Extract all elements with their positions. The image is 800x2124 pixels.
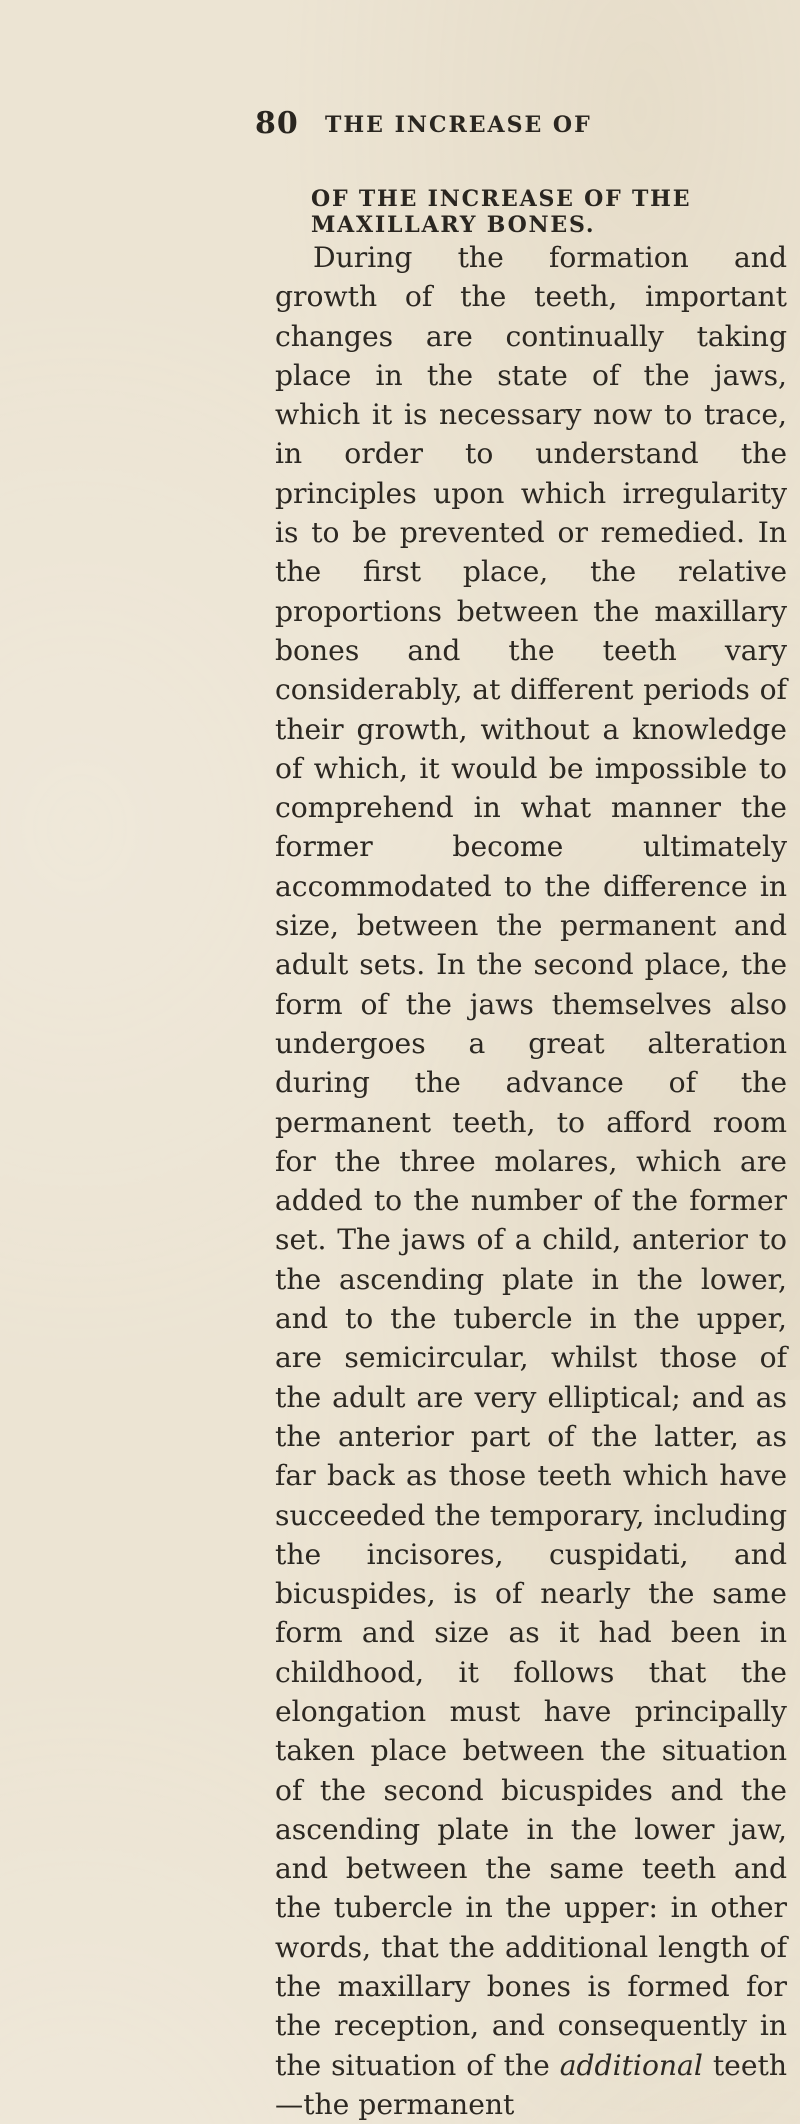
paragraph-text-end: teeth—the permanent: [275, 2048, 787, 2121]
running-title: THE INCREASE OF: [325, 112, 592, 138]
paragraph: [275, 238, 787, 2124]
page-number: 80: [255, 106, 299, 141]
section-heading: OF THE INCREASE OF THE MAXILLARY BONES.: [311, 186, 692, 238]
italic-emphasis: additional: [559, 2048, 703, 2082]
paragraph-text: During the formation and growth of the teeth, important changes are continually taking place in the state of the jaws, which it is necessary now to trace, in order to understand the principles upon which irregularity is to be prevented or remedied. In the first place, the relative proportions between the maxillary bones and the teeth vary considerably, at different periods of their growth, without a knowledge of which, it would be impossible to comprehend in what manner the former become ultimately accommodated to the difference in size, between the permanent and adult sets. In the second place, the form of the jaws themselves also undergoes a great alteration during the advance of the permanent teeth, to afford room for the three molares, which are added to the number of the former set. The jaws of a child, anterior to the ascending plate in the lower, and to the tubercle in the upper, are semicircular, whilst those of the adult are very elliptical; and as the anterior part of the latter, as far back as those teeth which have succeeded the temporary, including the incisores, cuspidati, and bicuspides, is of nearly the same form and size as it had been in childhood, it follows that the elongation must have principally taken place between the situation of the second bicuspides and the ascending plate in the lower jaw, and between the same teeth and the tubercle in the upper: in other words, that the additional length of the maxillary bones is formed for the reception, and consequently in the situation of the: [275, 241, 787, 2082]
running-head: [0, 106, 800, 146]
body-text: [275, 238, 787, 2124]
